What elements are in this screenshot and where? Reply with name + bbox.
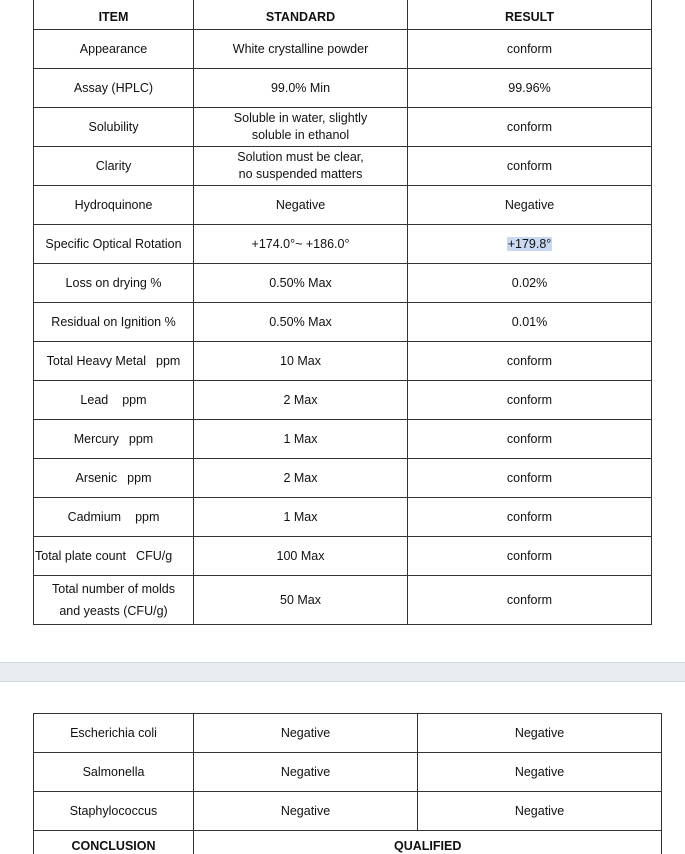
standard-line: no suspended matters [238, 167, 363, 181]
item-cell: Specific Optical Rotation [34, 225, 194, 264]
item-name: Cadmium [67, 509, 122, 524]
result-cell: Negative [418, 714, 662, 753]
item-cell: Assay (HPLC) [34, 69, 194, 108]
item-cell [34, 498, 194, 537]
item-line: Total number of molds [52, 582, 175, 596]
result-cell: Negative [418, 753, 662, 792]
item-name: Arsenic [75, 470, 118, 485]
item-line: and yeasts (CFU/g) [59, 604, 168, 618]
item-name: Mercury [73, 431, 119, 446]
item-cell [34, 420, 194, 459]
item-unit: ppm [122, 392, 147, 407]
table-row [34, 459, 652, 498]
table-row [34, 264, 652, 303]
conclusion-label: CONCLUSION [34, 831, 194, 854]
table-header-row [34, 0, 652, 30]
table-row [34, 303, 652, 342]
result-cell: 0.02% [408, 264, 652, 303]
standard-cell: 2 Max [194, 459, 408, 498]
result-cell: conform [408, 381, 652, 420]
item-cell: Escherichia coli [34, 714, 194, 753]
spec-table-continued [33, 713, 662, 854]
standard-cell: 10 Max [194, 342, 408, 381]
item-cell [34, 342, 194, 381]
table-row [34, 498, 652, 537]
table-row [34, 108, 652, 147]
standard-cell: 2 Max [194, 381, 408, 420]
standard-line: soluble in ethanol [251, 128, 350, 142]
item-cell: Hydroquinone [34, 186, 194, 225]
header-item: ITEM [34, 0, 194, 30]
standard-cell: Negative [194, 714, 418, 753]
result-cell: 99.96% [408, 69, 652, 108]
item-unit: ppm [128, 431, 154, 446]
standard-cell: Negative [194, 753, 418, 792]
standard-cell [194, 147, 408, 186]
standard-cell: 1 Max [194, 498, 408, 537]
item-cell [34, 537, 194, 576]
item-unit: ppm [135, 509, 160, 524]
item-cell [34, 381, 194, 420]
result-cell: conform [408, 342, 652, 381]
item-name: Total Heavy Metal [46, 353, 147, 368]
table-row [34, 69, 652, 108]
standard-cell: 0.50% Max [194, 303, 408, 342]
standard-cell: 99.0% Min [194, 69, 408, 108]
result-cell: Negative [408, 186, 652, 225]
standard-cell: 100 Max [194, 537, 408, 576]
item-cell [34, 576, 194, 625]
conclusion-value: QUALIFIED [194, 831, 662, 854]
header-result: RESULT [408, 0, 652, 30]
item-cell: Residual on Ignition % [34, 303, 194, 342]
result-cell: conform [408, 537, 652, 576]
spec-table [33, 0, 652, 625]
standard-cell: 0.50% Max [194, 264, 408, 303]
item-unit: ppm [156, 353, 181, 368]
document-page-2 [0, 682, 685, 854]
table-row [34, 381, 652, 420]
standard-cell: 1 Max [194, 420, 408, 459]
table-row [34, 186, 652, 225]
table-row [34, 420, 652, 459]
standard-cell: Negative [194, 792, 418, 831]
item-cell: Staphylococcus [34, 792, 194, 831]
selected-result-text[interactable]: +179.8° [507, 236, 552, 251]
table-row [34, 792, 662, 831]
item-cell: Appearance [34, 30, 194, 69]
result-cell: Negative [418, 792, 662, 831]
standard-cell: 50 Max [194, 576, 408, 625]
item-cell [34, 459, 194, 498]
item-cell: Loss on drying % [34, 264, 194, 303]
table-row [34, 753, 662, 792]
conclusion-row [34, 831, 662, 854]
table-row [34, 576, 652, 625]
standard-cell [194, 108, 408, 147]
item-cell: Salmonella [34, 753, 194, 792]
item-name: Total plate count [35, 548, 127, 563]
standard-cell: Negative [194, 186, 408, 225]
result-cell: conform [408, 420, 652, 459]
result-cell: conform [408, 498, 652, 537]
standard-cell: +174.0°~ +186.0° [194, 225, 408, 264]
item-unit: ppm [127, 470, 152, 485]
item-cell: Solubility [34, 108, 194, 147]
item-name: Lead [80, 392, 109, 407]
result-cell: conform [408, 30, 652, 69]
result-cell: conform [408, 576, 652, 625]
item-unit: CFU/g [136, 548, 173, 563]
standard-line: Solution must be clear, [237, 150, 364, 164]
table-row [34, 147, 652, 186]
table-row [34, 537, 652, 576]
table-row [34, 714, 662, 753]
item-cell: Clarity [34, 147, 194, 186]
result-cell: conform [408, 147, 652, 186]
table-row [34, 30, 652, 69]
result-cell [408, 225, 652, 264]
result-cell: conform [408, 108, 652, 147]
standard-cell: White crystalline powder [194, 30, 408, 69]
result-cell: 0.01% [408, 303, 652, 342]
standard-line: Soluble in water, slightly [233, 111, 368, 125]
result-cell: conform [408, 459, 652, 498]
header-standard: STANDARD [194, 0, 408, 30]
table-row [34, 225, 652, 264]
table-row [34, 342, 652, 381]
page-break [0, 662, 685, 682]
